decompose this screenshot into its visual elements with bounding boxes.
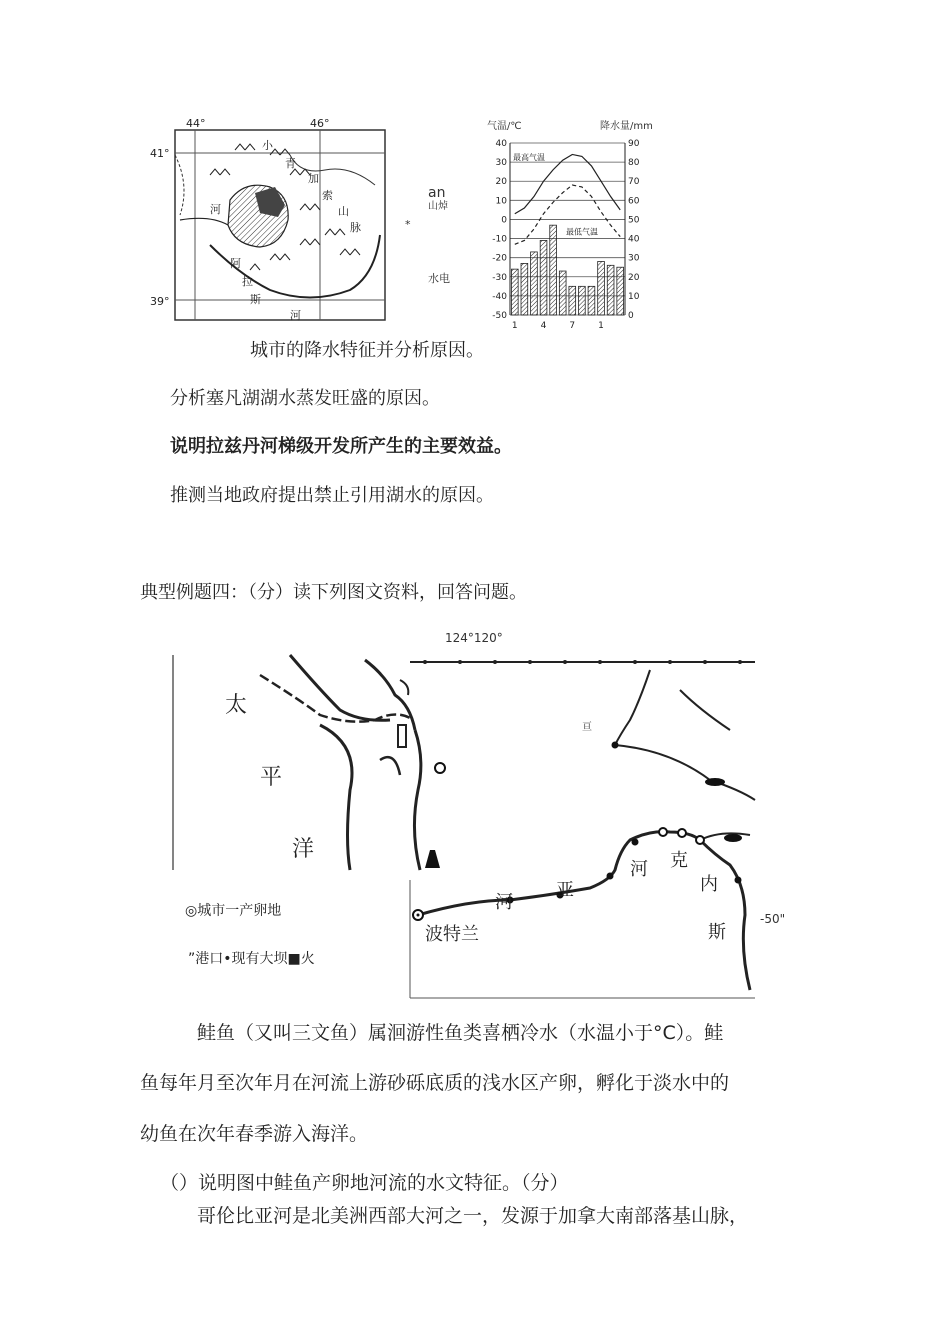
- river-char-ke: 克: [670, 850, 688, 871]
- place-char-he: 河: [210, 203, 221, 216]
- precip-tick-label: 70: [628, 177, 640, 188]
- temp-tick-label: -40: [492, 291, 507, 302]
- fragment-shanzhuo: 山焯: [428, 201, 448, 212]
- body-text-4: （）说明图中鲑鱼产卵地河流的水文特征。（分）: [160, 1172, 569, 1194]
- temp-tick-label: -10: [492, 234, 507, 245]
- max-temp-label: 最高气温: [513, 153, 545, 163]
- temp-tick-label: -20: [492, 253, 507, 264]
- lat-label-41: 41°: [150, 147, 170, 160]
- question-1-3: 说明拉兹丹河梯级开发所产生的主要效益。: [170, 436, 512, 457]
- precip-bar: [521, 263, 528, 315]
- precip-tick-label: 40: [628, 234, 640, 245]
- left-axis-title: 气温/℃: [487, 121, 522, 132]
- precip-tick-label: 30: [628, 253, 640, 264]
- ocean-char-ping: 平: [260, 765, 283, 790]
- fragment-an: an: [428, 185, 446, 201]
- river-char-he2: 河: [630, 859, 648, 880]
- lat-label-39: 39°: [150, 295, 170, 308]
- question-1-2: 分析塞凡湖湖水蒸发旺盛的原因。: [170, 388, 440, 409]
- place-char-suo: 索: [322, 189, 333, 202]
- place-char-xiao: 小: [262, 139, 273, 152]
- precip-bar: [550, 225, 557, 315]
- precip-bar: [579, 286, 586, 315]
- precip-tick-label: 20: [628, 272, 640, 283]
- precip-bar: [607, 265, 614, 315]
- figure1-map: [150, 115, 390, 330]
- temp-tick-label: -50: [492, 311, 507, 321]
- river-char-he1: 河: [495, 892, 513, 913]
- body-text-1: 鲑鱼（又叫三文鱼）属洄游性鱼类喜栖冷水（水温小于°C）。鲑: [197, 1022, 724, 1044]
- example-title: 典型例题四：（分）读下列图文资料，回答问题。: [140, 582, 527, 603]
- precip-bar: [598, 261, 605, 315]
- place-char-mai: 脉: [350, 221, 361, 234]
- place-char-jia: 加: [308, 172, 319, 185]
- ocean-char-tai: 太: [225, 693, 248, 718]
- precip-tick-label: 10: [628, 291, 640, 302]
- legend-line-1: ◎城市一产卵地: [185, 903, 282, 919]
- small-mark: 亘: [582, 722, 592, 733]
- body-text-5: 哥伦比亚河是北美洲西部大河之一，发源于加拿大南部落基山脉，: [197, 1205, 749, 1227]
- x-tick-label: 1: [511, 321, 518, 331]
- body-text-2: 鱼每年月至次年月在河流上游砂砾底质的浅水区产卵，孵化于淡水中的: [140, 1072, 730, 1094]
- place-char-qing: 青: [285, 157, 296, 170]
- place-char-shan: 山: [338, 205, 349, 218]
- precip-bar: [588, 286, 595, 315]
- precip-bar: [559, 271, 566, 315]
- temp-tick-label: 30: [495, 158, 507, 169]
- precip-tick-label: 50: [628, 215, 640, 226]
- legend-line-2: ”港口•现有大坝■火: [188, 951, 315, 967]
- precip-tick-label: 90: [628, 139, 640, 149]
- ocean-char-yang: 洋: [292, 837, 315, 862]
- max-temp-line: [515, 154, 620, 213]
- lat-label-50: -50": [760, 912, 786, 926]
- x-tick-label: 1: [598, 321, 604, 331]
- river-char-ya: 亚: [556, 880, 574, 901]
- figure2-map: [170, 650, 790, 1000]
- lon-label-44: 44°: [186, 117, 206, 130]
- precip-bar: [531, 252, 538, 315]
- place-char-la: 拉: [242, 275, 253, 288]
- precip-bar: [511, 269, 518, 315]
- precip-bar: [569, 286, 576, 315]
- fragment-star: *: [405, 218, 411, 231]
- precip-bar: [540, 240, 547, 315]
- temp-tick-label: 0: [501, 215, 507, 226]
- question-1-4: 推测当地政府提出禁止引用湖水的原因。: [170, 485, 494, 506]
- city-label-portland: 波特兰: [425, 924, 479, 945]
- precip-tick-label: 0: [628, 311, 634, 321]
- temp-tick-label: 20: [495, 177, 507, 188]
- x-tick-label: 7: [569, 321, 576, 331]
- place-char-si: 斯: [250, 293, 261, 306]
- min-temp-label: 最低气温: [566, 227, 598, 237]
- place-char-he2: 河: [290, 309, 301, 322]
- place-char-a: 阿: [230, 257, 241, 270]
- climate-chart-svg: [485, 115, 660, 335]
- body-text-3: 幼鱼在次年春季游入海洋。: [140, 1123, 369, 1145]
- temp-tick-label: 40: [495, 139, 507, 149]
- fragment-shuidian: 水电: [428, 272, 450, 285]
- precip-tick-label: 60: [628, 196, 640, 207]
- temp-tick-label: -30: [492, 272, 507, 283]
- precip-tick-label: 80: [628, 158, 640, 169]
- question-1-1: 城市的降水特征并分析原因。: [250, 340, 484, 361]
- temp-tick-label: 10: [495, 196, 507, 207]
- lon-label-46: 46°: [310, 117, 330, 130]
- river-char-si: 斯: [708, 922, 726, 943]
- fig2-lon-label: 124°120°: [445, 631, 503, 645]
- climate-chart: [485, 115, 660, 335]
- x-tick-label: 4: [540, 321, 547, 331]
- right-axis-title: 降水量/mm: [600, 121, 653, 132]
- river-char-nei: 内: [700, 874, 718, 895]
- precip-bar: [617, 267, 624, 315]
